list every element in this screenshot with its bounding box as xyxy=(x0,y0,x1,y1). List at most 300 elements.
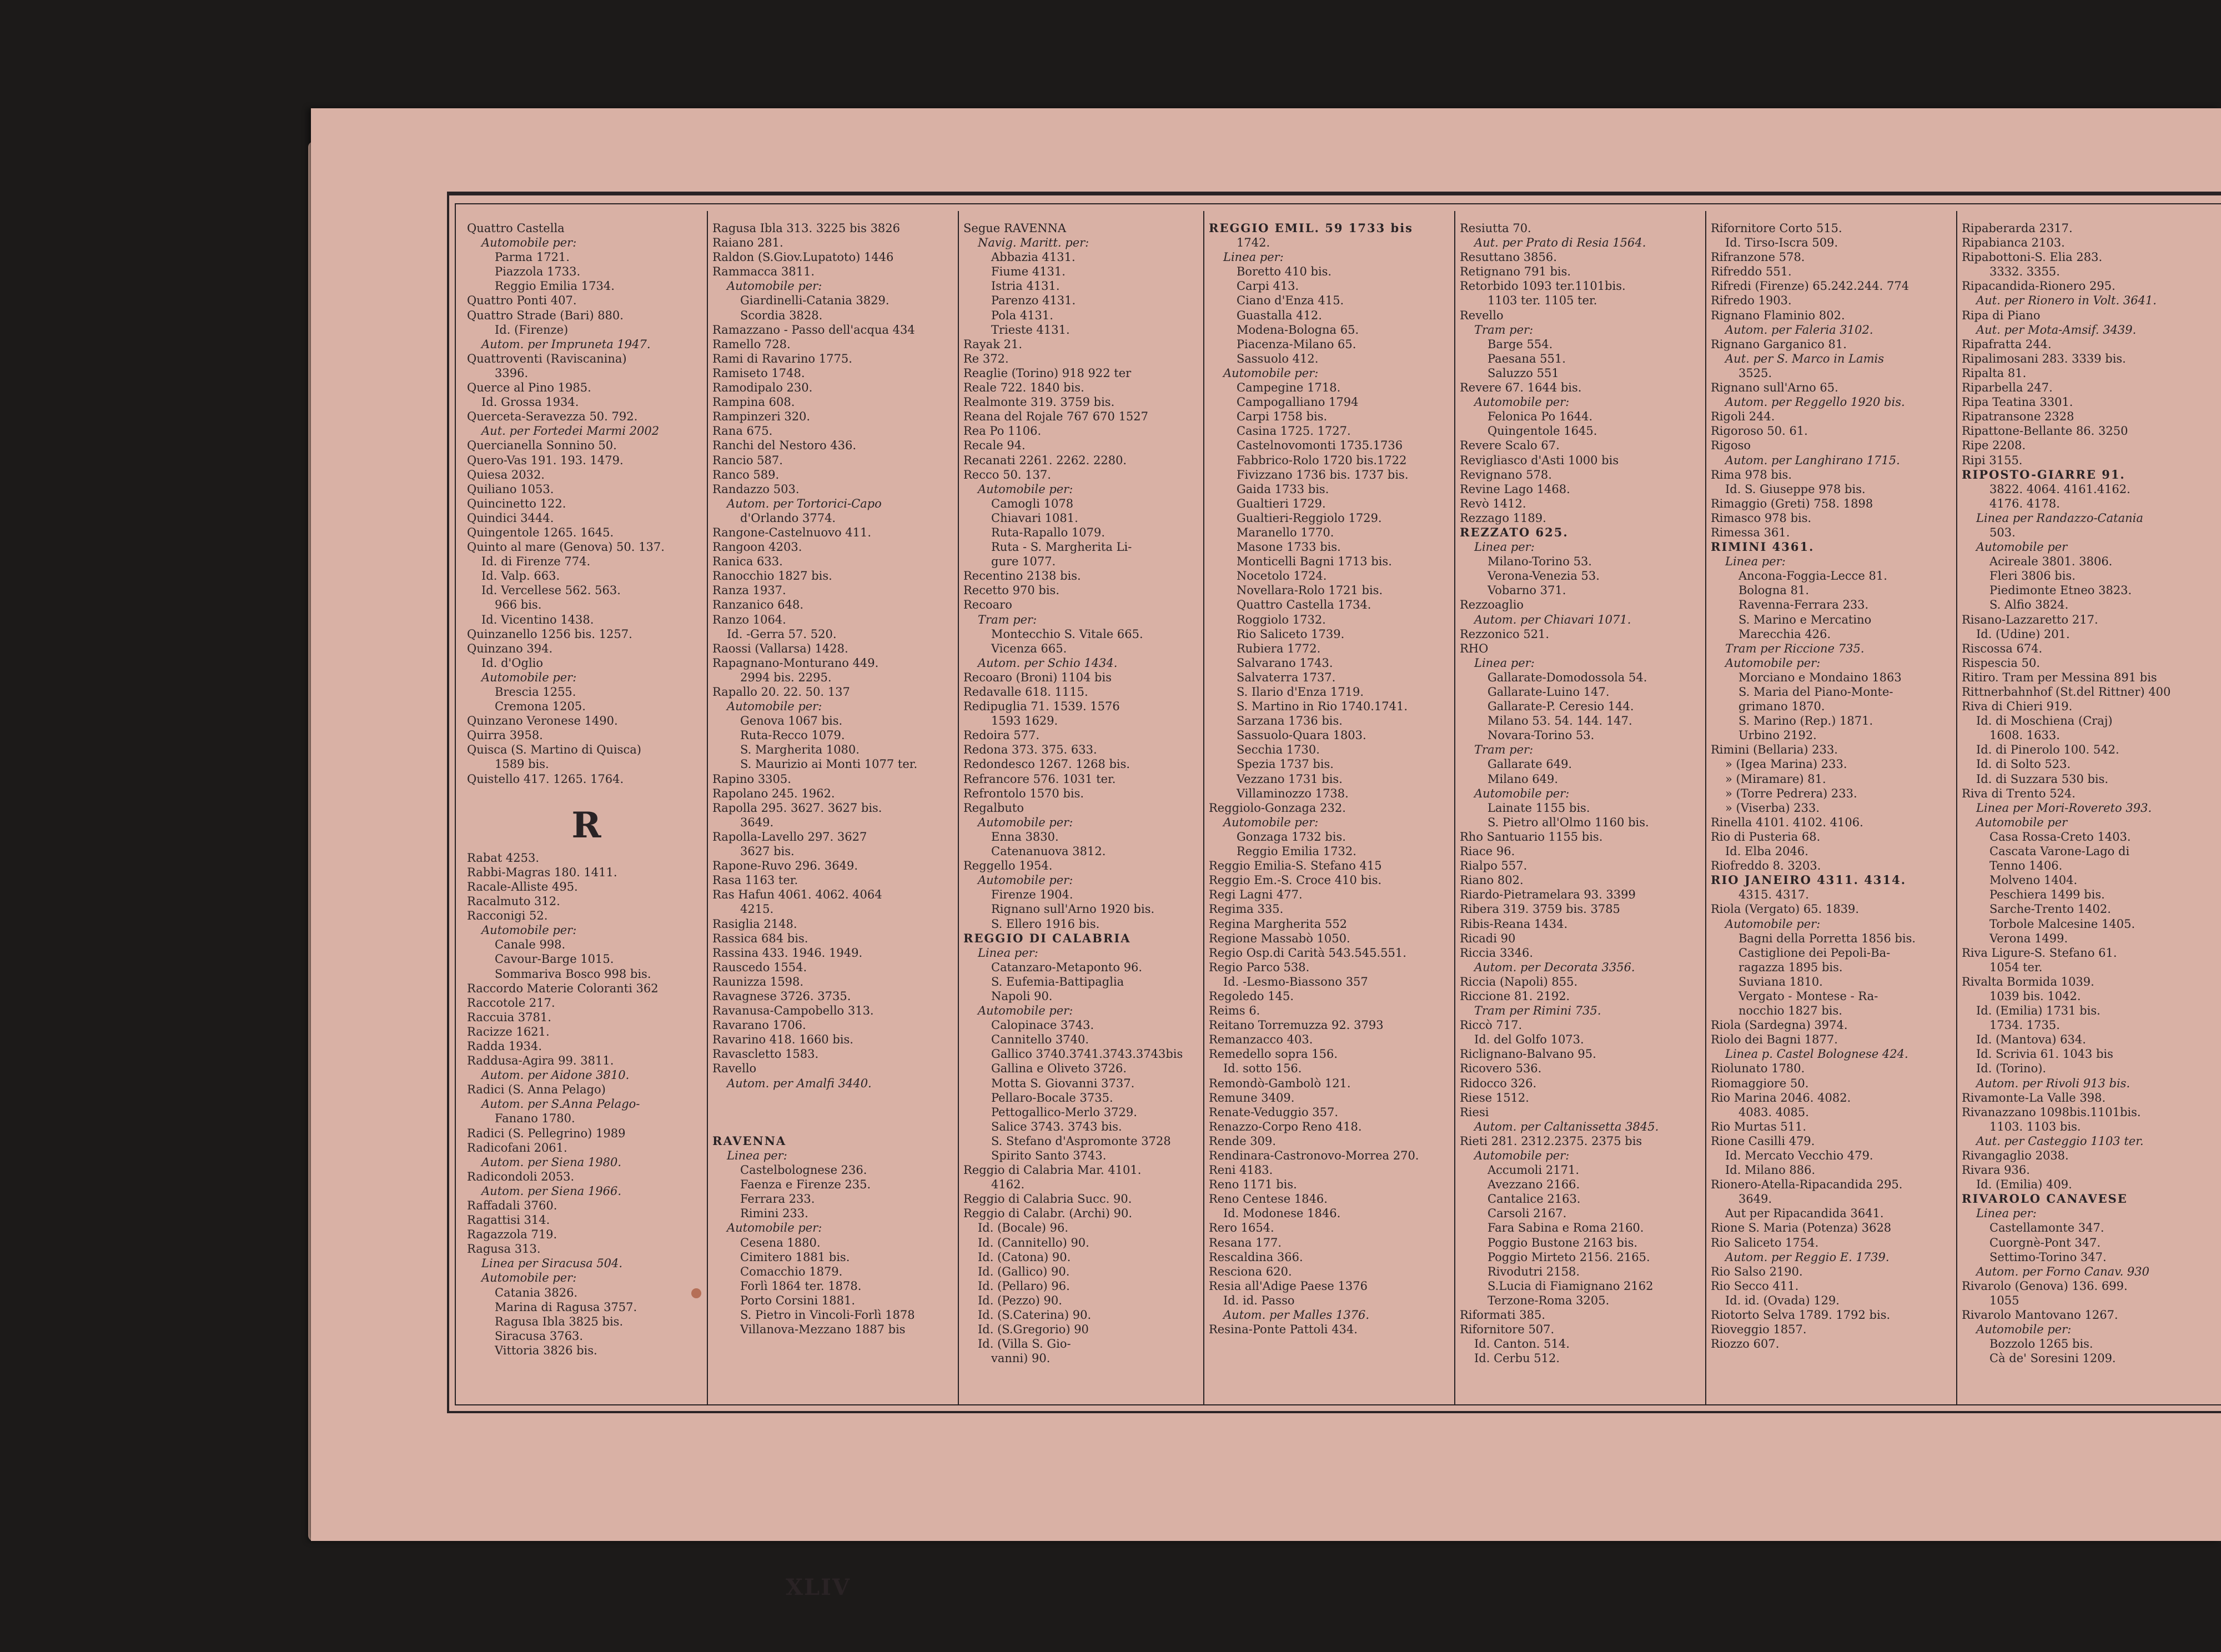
index-entry: Vezzano 1731 bis. xyxy=(1237,772,1343,786)
index-entry: Ripabottoni-S. Elia 283. xyxy=(1962,250,2103,264)
index-entry: Villanova-Mezzano 1887 bis xyxy=(740,1323,906,1337)
index-entry: Rezzoaglio xyxy=(1460,598,1524,612)
index-entry: Rapagnano-Monturano 449. xyxy=(712,656,879,670)
index-entry: Ripa di Piano xyxy=(1962,308,2041,322)
index-entry: Rero 1654. xyxy=(1209,1221,1274,1235)
index-entry: Rende 309. xyxy=(1209,1134,1277,1148)
index-entry: Marina di Ragusa 3757. xyxy=(495,1300,637,1314)
index-entry: Randazzo 503. xyxy=(712,482,800,496)
index-entry: Recoaro (Broni) 1104 bis xyxy=(963,670,1112,684)
index-entry: S. Alfio 3824. xyxy=(1989,598,2069,612)
index-entry: Raccuia 3781. xyxy=(467,1010,551,1024)
index-entry: Autom. per Tortorici-Capo xyxy=(727,496,882,510)
index-entry: Paesana 551. xyxy=(1488,352,1566,365)
index-entry: Calopinace 3743. xyxy=(991,1018,1094,1032)
index-entry: Id. sotto 156. xyxy=(1223,1062,1302,1076)
index-entry: Riozzo 607. xyxy=(1711,1337,1780,1351)
index-entry: Id. Milano 886. xyxy=(1725,1163,1816,1177)
index-entry: Autom. per S.Anna Pelago- xyxy=(481,1097,640,1111)
index-entry: grimano 1870. xyxy=(1738,700,1825,714)
index-entry: Rancio 587. xyxy=(712,453,783,467)
index-entry: Raffadali 3760. xyxy=(467,1199,557,1212)
index-entry: Automobile per: xyxy=(481,670,577,684)
index-entry: Linea per Mori-Rovereto 393. xyxy=(1976,801,2152,815)
index-column-2 xyxy=(712,221,957,1399)
index-entry: S. Ilario d'Enza 1719. xyxy=(1237,685,1364,699)
index-entry: Ragazzola 719. xyxy=(467,1228,557,1242)
index-entry: 2994 bis. 2295. xyxy=(740,670,832,684)
index-entry: Rasa 1163 ter. xyxy=(712,873,798,887)
index-entry: Nocetolo 1724. xyxy=(1237,569,1327,583)
index-entry: Radicondoli 2053. xyxy=(467,1169,575,1183)
index-entry: Vergato - Montese - Ra- xyxy=(1738,989,1878,1003)
index-entry: 3396. xyxy=(495,366,529,380)
index-entry: Rammacca 3811. xyxy=(712,265,815,279)
index-entry: 3525. xyxy=(1738,366,1772,380)
index-entry: Riccò 717. xyxy=(1460,1018,1522,1032)
index-entry: Resuttano 3856. xyxy=(1460,250,1557,264)
index-entry: Ravenna-Ferrara 233. xyxy=(1738,598,1869,612)
index-entry: Segue RAVENNA xyxy=(963,222,1067,235)
index-entry: Tram per: xyxy=(978,612,1037,626)
index-entry: Automobile per: xyxy=(481,923,577,937)
index-entry: Parenzo 4131. xyxy=(991,294,1076,308)
index-entry: Reggio di Calabria Succ. 90. xyxy=(963,1192,1132,1206)
index-entry: Spezia 1737 bis. xyxy=(1237,757,1334,771)
index-entry: Linea per: xyxy=(978,946,1038,960)
index-entry: Riofreddo 8. 3203. xyxy=(1711,859,1821,873)
index-entry: Ramazzano - Passo dell'acqua 434 xyxy=(712,323,915,337)
index-entry: Resiutta 70. xyxy=(1460,222,1531,235)
index-entry: Aut. per S. Marco in Lamis xyxy=(1725,352,1884,365)
index-entry: Automobile per: xyxy=(1223,815,1319,829)
index-entry: Campegine 1718. xyxy=(1237,381,1341,395)
index-entry: Reale 722. 1840 bis. xyxy=(963,381,1084,395)
index-entry: Gallico 3740.3741.3743.3743bis xyxy=(991,1047,1183,1061)
index-entry: Rima 978 bis. xyxy=(1711,468,1792,481)
index-entry: Rivanazzano 1098bis.1101bis. xyxy=(1962,1105,2141,1119)
index-entry: Ranco 589. xyxy=(712,468,780,481)
index-entry: Rifornitore 507. xyxy=(1460,1323,1555,1337)
index-entry: Cantalice 2163. xyxy=(1488,1192,1581,1206)
index-entry: Quero-Vas 191. 193. 1479. xyxy=(467,453,624,467)
index-entry: Giardinelli-Catania 3829. xyxy=(740,294,890,308)
index-entry: Regi Lagni 477. xyxy=(1209,888,1303,902)
index-entry: Autom. per Siena 1966. xyxy=(481,1184,621,1198)
index-entry: Ranchi del Nestoro 436. xyxy=(712,439,857,453)
index-entry: Fiume 4131. xyxy=(991,265,1066,279)
index-entry: Cannitello 3740. xyxy=(991,1033,1089,1047)
index-entry: Rabbi-Magras 180. 1411. xyxy=(467,865,617,879)
index-entry: Rio Saliceto 1739. xyxy=(1237,627,1345,641)
index-entry: Raccotole 217. xyxy=(467,996,555,1010)
index-entry: Montecchio S. Vitale 665. xyxy=(991,627,1143,641)
index-entry: Rimasco 978 bis. xyxy=(1711,511,1812,525)
index-entry: S. Ellero 1916 bis. xyxy=(991,917,1100,931)
index-entry: 1103. 1103 bis. xyxy=(1989,1119,2081,1133)
index-entry: Rami di Ravarino 1775. xyxy=(712,352,852,365)
index-entry: Ramodipalo 230. xyxy=(712,381,813,395)
index-entry: Tram per Riccione 735. xyxy=(1725,641,1865,655)
index-entry: Id. (Emilia) 1731 bis. xyxy=(1976,1004,2101,1018)
index-entry: S. Pietro in Vincoli-Forlì 1878 xyxy=(740,1308,915,1322)
index-entry: Siracusa 3763. xyxy=(495,1329,584,1343)
index-entry: Milano 53. 54. 144. 147. xyxy=(1488,714,1632,728)
index-entry: Automobile per: xyxy=(978,815,1073,829)
index-entry: Parma 1721. xyxy=(495,250,570,264)
index-entry: Reggio Emilia 1732. xyxy=(1237,845,1356,858)
index-entry: Carpi 1758 bis. xyxy=(1237,410,1328,424)
index-entry: Rapino 3305. xyxy=(712,772,791,786)
index-entry: Suviana 1810. xyxy=(1738,975,1823,988)
index-entry: Monticelli Bagni 1713 bis. xyxy=(1237,555,1392,569)
index-entry: RIPOSTO-GIARRE 91. xyxy=(1962,467,2125,481)
index-entry: Rio Saliceto 1754. xyxy=(1711,1236,1819,1249)
index-entry: Rivara 936. xyxy=(1962,1163,2030,1177)
index-entry: vanni) 90. xyxy=(991,1352,1051,1365)
index-entry: RIMINI 4361. xyxy=(1711,540,1815,554)
index-entry: Salice 3743. 3743 bis. xyxy=(991,1119,1122,1133)
index-entry: Aut per Ripacandida 3641. xyxy=(1725,1207,1884,1221)
index-entry: Ribis-Reana 1434. xyxy=(1460,917,1568,931)
index-entry: RIO JANEIRO 4311. 4314. xyxy=(1711,873,1907,887)
index-entry: Vobarno 371. xyxy=(1488,584,1566,597)
index-entry: Rigoso xyxy=(1711,439,1751,453)
index-entry: Ruta-Rapallo 1079. xyxy=(991,525,1106,539)
index-entry: Gonzaga 1732 bis. xyxy=(1237,830,1346,843)
index-entry: Quattro Ponti 407. xyxy=(467,294,577,308)
index-entry: Id. (Pellaro) 96. xyxy=(978,1279,1070,1293)
index-entry: Linea per: xyxy=(1474,656,1535,670)
index-entry xyxy=(712,1105,957,1119)
index-entry: Rubiera 1772. xyxy=(1237,641,1321,655)
index-entry: Riomaggiore 50. xyxy=(1711,1076,1809,1090)
index-entry: Quiesa 2032. xyxy=(467,468,545,481)
index-entry: Rivodutri 2158. xyxy=(1488,1264,1580,1278)
index-entry: Piazzola 1733. xyxy=(495,265,581,279)
index-entry: Settimo-Torino 347. xyxy=(1989,1250,2107,1264)
index-entry: Riardo-Pietramelara 93. 3399 xyxy=(1460,888,1636,902)
index-entry: Linea p. Castel Bolognese 424. xyxy=(1725,1047,1908,1061)
index-entry: Riano 802. xyxy=(1460,873,1524,887)
index-entry: 1054 ter. xyxy=(1989,960,2043,974)
index-entry: REGGIO EMIL. 59 1733 bis xyxy=(1209,221,1413,235)
index-entry: Quisca (S. Martino di Quisca) xyxy=(467,743,641,757)
index-entry: Id. di Solto 523. xyxy=(1976,757,2071,771)
index-entry: Rauscedo 1554. xyxy=(712,960,807,974)
index-entry: Regina Margherita 552 xyxy=(1209,917,1348,931)
index-entry: 4083. 4085. xyxy=(1738,1105,1809,1119)
index-entry: Scordia 3828. xyxy=(740,308,823,322)
index-entry: Id. (Catona) 90. xyxy=(978,1250,1071,1264)
index-column-6 xyxy=(1711,221,1955,1399)
index-entry: Autom. per Caltanissetta 3845. xyxy=(1474,1119,1659,1133)
index-entry: Spirito Santo 3743. xyxy=(991,1149,1107,1162)
index-entry: Lainate 1155 bis. xyxy=(1488,801,1590,815)
index-entry: Rifreddo 551. xyxy=(1711,265,1792,279)
index-entry: Autom. per Forno Canav. 930 xyxy=(1976,1264,2150,1278)
index-entry: Raossi (Vallarsa) 1428. xyxy=(712,641,848,655)
index-entry: Radici (S. Pellegrino) 1989 xyxy=(467,1126,626,1140)
index-entry: Id. (Pezzo) 90. xyxy=(978,1293,1062,1307)
index-entry: S. Stefano d'Aspromonte 3728 xyxy=(991,1134,1171,1148)
index-entry: Riccione 81. 2192. xyxy=(1460,989,1570,1003)
index-entry: Rionero-Atella-Ripacandida 295. xyxy=(1711,1178,1903,1192)
index-entry: Riformati 385. xyxy=(1460,1308,1546,1322)
index-entry: nocchio 1827 bis. xyxy=(1738,1004,1842,1018)
index-entry: Redona 373. 375. 633. xyxy=(963,743,1097,757)
index-entry: » (Viserba) 233. xyxy=(1725,801,1820,815)
index-entry: Reggio Emilia 1734. xyxy=(495,279,615,293)
index-entry: Automobile per xyxy=(1976,540,2068,554)
index-entry: Autom. per Chiavari 1071. xyxy=(1474,612,1631,626)
index-entry: Reni 4183. xyxy=(1209,1163,1273,1177)
index-entry: Automobile per: xyxy=(727,1221,822,1235)
index-entry: Carpi 413. xyxy=(1237,279,1299,293)
index-entry: Sassuolo-Quara 1803. xyxy=(1237,729,1366,742)
index-entry: 503. xyxy=(1989,525,2016,539)
index-entry: Ripaberarda 2317. xyxy=(1962,222,2073,235)
index-entry: Id. (S.Gregorio) 90 xyxy=(978,1323,1089,1337)
index-entry: Id. (Mantova) 634. xyxy=(1976,1033,2086,1047)
index-entry: Rendinara-Castronovo-Morrea 270. xyxy=(1209,1149,1419,1162)
index-entry: Morciano e Mondaino 1863 xyxy=(1738,670,1902,684)
index-entry: Felonica Po 1644. xyxy=(1488,410,1593,424)
index-entry: Quiliano 1053. xyxy=(467,482,554,496)
index-entry: Rispescia 50. xyxy=(1962,656,2041,670)
index-entry: Quindici 3444. xyxy=(467,511,554,525)
index-entry: Reana del Rojale 767 670 1527 xyxy=(963,410,1149,424)
index-entry: Campogalliano 1794 xyxy=(1237,395,1359,409)
index-entry: Quirra 3958. xyxy=(467,729,543,742)
index-entry: Ranzanico 648. xyxy=(712,598,804,612)
index-entry: Linea per: xyxy=(1223,250,1284,264)
index-entry: Ramello 728. xyxy=(712,337,791,351)
index-entry: S. Maurizio ai Monti 1077 ter. xyxy=(740,757,918,771)
index-entry: Catania 3826. xyxy=(495,1286,578,1299)
index-entry: Riola (Sardegna) 3974. xyxy=(1711,1018,1848,1032)
index-entry xyxy=(712,1091,957,1105)
index-entry: Ferrara 233. xyxy=(740,1192,815,1206)
index-entry: Rimessa 361. xyxy=(1711,525,1790,539)
index-entry: Rio Salso 2190. xyxy=(1711,1264,1803,1278)
index-entry: Piacenza-Milano 65. xyxy=(1237,337,1356,351)
index-entry: Rio di Pusteria 68. xyxy=(1711,830,1821,843)
index-entry: Revignano 578. xyxy=(1460,468,1552,481)
index-entry: Rapolla 295. 3627. 3627 bis. xyxy=(712,801,882,815)
index-entry: Automobile per xyxy=(1976,815,2068,829)
index-entry: Autom. per Schio 1434. xyxy=(978,656,1118,670)
index-entry: Porto Corsini 1881. xyxy=(740,1293,855,1307)
index-entry: Gallina e Oliveto 3726. xyxy=(991,1062,1127,1076)
index-entry: 3332. 3355. xyxy=(1989,265,2060,279)
index-entry: Linea per Siracusa 504. xyxy=(481,1257,623,1271)
index-entry: Poggio Mirteto 2156. 2165. xyxy=(1488,1250,1650,1264)
index-entry: Revere Scalo 67. xyxy=(1460,439,1560,453)
index-entry: Marecchia 426. xyxy=(1738,627,1831,641)
index-entry: Quinto al mare (Genova) 50. 137. xyxy=(467,540,665,554)
index-entry: Acireale 3801. 3806. xyxy=(1989,555,2113,569)
index-entry: Automobile per: xyxy=(1976,1323,2072,1337)
index-entry: 1103 ter. 1105 ter. xyxy=(1488,294,1597,308)
index-entry: Rassina 433. 1946. 1949. xyxy=(712,946,863,960)
index-entry: Automobile per: xyxy=(1474,395,1570,409)
index-entry: Automobile per: xyxy=(978,1004,1073,1018)
index-entry: Peschiera 1499 bis. xyxy=(1989,888,2105,902)
index-entry: Ranica 633. xyxy=(712,555,783,569)
index-entry: Ripacandida-Rionero 295. xyxy=(1962,279,2116,293)
index-entry: Riparbella 247. xyxy=(1962,381,2053,395)
index-entry: Gualtieri-Reggiolo 1729. xyxy=(1237,511,1382,525)
index-entry: » (Igea Marina) 233. xyxy=(1725,757,1847,771)
index-entry: REGGIO DI CALABRIA xyxy=(963,931,1131,945)
index-entry: Recentino 2138 bis. xyxy=(963,569,1081,583)
index-entry: Riva Ligure-S. Stefano 61. xyxy=(1962,946,2117,960)
index-entry: Camogli 1078 xyxy=(991,496,1074,510)
index-entry: 3822. 4064. 4161.4162. xyxy=(1989,482,2130,496)
index-entry: Cavour-Barge 1015. xyxy=(495,952,614,966)
index-entry: Fleri 3806 bis. xyxy=(1989,569,2076,583)
index-entry: Remondò-Gambolò 121. xyxy=(1209,1076,1351,1090)
index-entry: Roggiolo 1732. xyxy=(1237,612,1326,626)
index-entry: Riclignano-Balvano 95. xyxy=(1460,1047,1596,1061)
index-entry: Fara Sabina e Roma 2160. xyxy=(1488,1221,1644,1235)
index-entry: Sassuolo 412. xyxy=(1237,352,1319,365)
index-entry: Navig. Maritt. per: xyxy=(978,236,1089,250)
index-entry: Cimitero 1881 bis. xyxy=(740,1250,850,1264)
index-entry: Riccia (Napoli) 855. xyxy=(1460,975,1578,988)
index-entry: Ravascletto 1583. xyxy=(712,1047,819,1061)
index-entry: Guastalla 412. xyxy=(1237,308,1322,322)
index-entry: Trieste 4131. xyxy=(991,323,1070,337)
index-entry: Rialpo 557. xyxy=(1460,859,1527,873)
index-entry: Ripalimosani 283. 3339 bis. xyxy=(1962,352,2126,365)
index-entry: Autom. per Siena 1980. xyxy=(481,1155,621,1169)
index-entry: Raiano 281. xyxy=(712,236,783,250)
index-entry: ragazza 1895 bis. xyxy=(1738,960,1843,974)
index-entry: Milano 649. xyxy=(1488,772,1559,786)
index-entry: Reggio di Calabr. (Archi) 90. xyxy=(963,1207,1133,1221)
index-entry: Rivangaglio 2038. xyxy=(1962,1149,2069,1162)
index-entry: Rinella 4101. 4102. 4106. xyxy=(1711,815,1863,829)
index-entry: Id. Cerbu 512. xyxy=(1474,1352,1560,1365)
index-entry: Recanati 2261. 2262. 2280. xyxy=(963,453,1127,467)
index-entry: Aut. per Fortedei Marmi 2002 xyxy=(481,424,660,438)
index-entry: Id. id. (Ovada) 129. xyxy=(1725,1293,1840,1307)
index-entry: Quattro Castella 1734. xyxy=(1237,598,1371,612)
index-entry: Rampina 608. xyxy=(712,395,795,409)
index-entry: Rho Santuario 1155 bis. xyxy=(1460,830,1603,843)
index-entry: Id. di Pinerolo 100. 542. xyxy=(1976,743,2119,757)
index-entry: Piedimonte Etneo 3823. xyxy=(1989,584,2132,597)
index-entry: Redoira 577. xyxy=(963,729,1040,742)
index-entry: Reggio Em.-S. Croce 410 bis. xyxy=(1209,873,1382,887)
index-entry: Id. d'Oglio xyxy=(481,656,544,670)
index-entry: Refrancore 576. 1031 ter. xyxy=(963,772,1116,786)
index-entry: Raunizza 1598. xyxy=(712,975,804,988)
index-entry: Id. Vercellese 562. 563. xyxy=(481,584,621,597)
index-entry: Ribera 319. 3759 bis. 3785 xyxy=(1460,902,1620,916)
index-entry: Autom. per Impruneta 1947. xyxy=(481,337,651,351)
index-entry: Rifornitore Corto 515. xyxy=(1711,222,1842,235)
index-entry: Masone 1733 bis. xyxy=(1237,540,1341,554)
index-entry: Ricovero 536. xyxy=(1460,1062,1542,1076)
index-entry: Rifredo 1903. xyxy=(1711,294,1792,308)
index-entry: Linea per: xyxy=(1725,555,1786,569)
index-entry: Avezzano 2166. xyxy=(1488,1178,1580,1192)
index-entry: Id. (Cannitello) 90. xyxy=(978,1236,1089,1249)
index-entry: S. Eufemia-Battipaglia xyxy=(991,975,1124,988)
index-entry: Rigoroso 50. 61. xyxy=(1711,424,1808,438)
index-entry: Rio Marina 2046. 4082. xyxy=(1711,1091,1851,1104)
index-entry: Ritiro. Tram per Messina 891 bis xyxy=(1962,670,2157,684)
index-entry: 1608. 1633. xyxy=(1989,729,2060,742)
index-entry: Id. di Moschiena (Craj) xyxy=(1976,714,2113,728)
index-entry: Ravello xyxy=(712,1062,757,1076)
index-entry: Rio Secco 411. xyxy=(1711,1279,1799,1293)
index-entry: Quingentole 1265. 1645. xyxy=(467,525,614,539)
index-column-4 xyxy=(1209,221,1453,1399)
index-entry: Rione Casilli 479. xyxy=(1711,1134,1815,1148)
index-column-5 xyxy=(1460,221,1704,1399)
index-entry: Reaglie (Torino) 918 922 ter xyxy=(963,366,1132,380)
index-entry: Brescia 1255. xyxy=(495,685,576,699)
index-entry: Id. di Firenze 774. xyxy=(481,555,591,569)
index-entry: Id. Grossa 1934. xyxy=(481,395,579,409)
index-entry: Saluzzo 551 xyxy=(1488,366,1559,380)
index-entry: Id. (S.Caterina) 90. xyxy=(978,1308,1092,1322)
index-entry: Rangoon 4203. xyxy=(712,540,802,554)
index-entry: Racalmuto 312. xyxy=(467,895,560,908)
index-entry: Linea per: xyxy=(727,1149,787,1162)
index-entry: Firenze 1904. xyxy=(991,888,1073,902)
index-entry: Regima 335. xyxy=(1209,902,1284,916)
index-entry: Ragusa Ibla 313. 3225 bis 3826 xyxy=(712,222,901,235)
index-entry: Salvaterra 1737. xyxy=(1237,670,1336,684)
index-entry: RAVENNA xyxy=(712,1133,787,1148)
index-entry: Sarzana 1736 bis. xyxy=(1237,714,1343,728)
index-entry: Redavalle 618. 1115. xyxy=(963,685,1088,699)
index-entry: Cesena 1880. xyxy=(740,1236,821,1249)
index-entry: Autom. per Decorata 3356. xyxy=(1474,960,1635,974)
index-entry: Poggio Bustone 2163 bis. xyxy=(1488,1236,1638,1249)
index-entry: Novellara-Rolo 1721 bis. xyxy=(1237,584,1383,597)
index-entry: Ripalta 81. xyxy=(1962,366,2027,380)
index-entry: Fivizzano 1736 bis. 1737 bis. xyxy=(1237,468,1409,481)
index-entry: Riotorto Selva 1789. 1792 bis. xyxy=(1711,1308,1891,1322)
index-entry: Id. (Bocale) 96. xyxy=(978,1221,1069,1235)
index-entry: Automobile per: xyxy=(978,482,1073,496)
index-entry: S. Margherita 1080. xyxy=(740,743,860,757)
index-entry: Id. Modonese 1846. xyxy=(1223,1207,1341,1221)
index-entry: Radicofani 2061. xyxy=(467,1141,567,1154)
index-entry: Rivamonte-La Valle 398. xyxy=(1962,1091,2106,1104)
index-entry: Id. (Torino). xyxy=(1976,1062,2047,1076)
index-entry: Catanzaro-Metaponto 96. xyxy=(991,960,1143,974)
index-entry: Rignano Garganico 81. xyxy=(1711,337,1847,351)
index-entry: Resana 177. xyxy=(1209,1236,1282,1249)
index-entry: Rimini (Bellaria) 233. xyxy=(1711,743,1838,757)
index-entry: 3627 bis. xyxy=(740,845,795,858)
index-entry: Reggio di Calabria Mar. 4101. xyxy=(963,1163,1142,1177)
index-entry: S. Martino in Rio 1740.1741. xyxy=(1237,700,1408,714)
index-entry: Id. Canton. 514. xyxy=(1474,1337,1570,1351)
index-entry: Redipuglia 71. 1539. 1576 xyxy=(963,700,1120,714)
index-entry: Automobile per: xyxy=(1725,917,1821,931)
index-entry: Rignano sull'Arno 1920 bis. xyxy=(991,902,1155,916)
index-entry: Rittnerbahnhof (St.del Rittner) 400 xyxy=(1962,685,2171,699)
index-entry: Ragusa Ibla 3825 bis. xyxy=(495,1314,624,1328)
